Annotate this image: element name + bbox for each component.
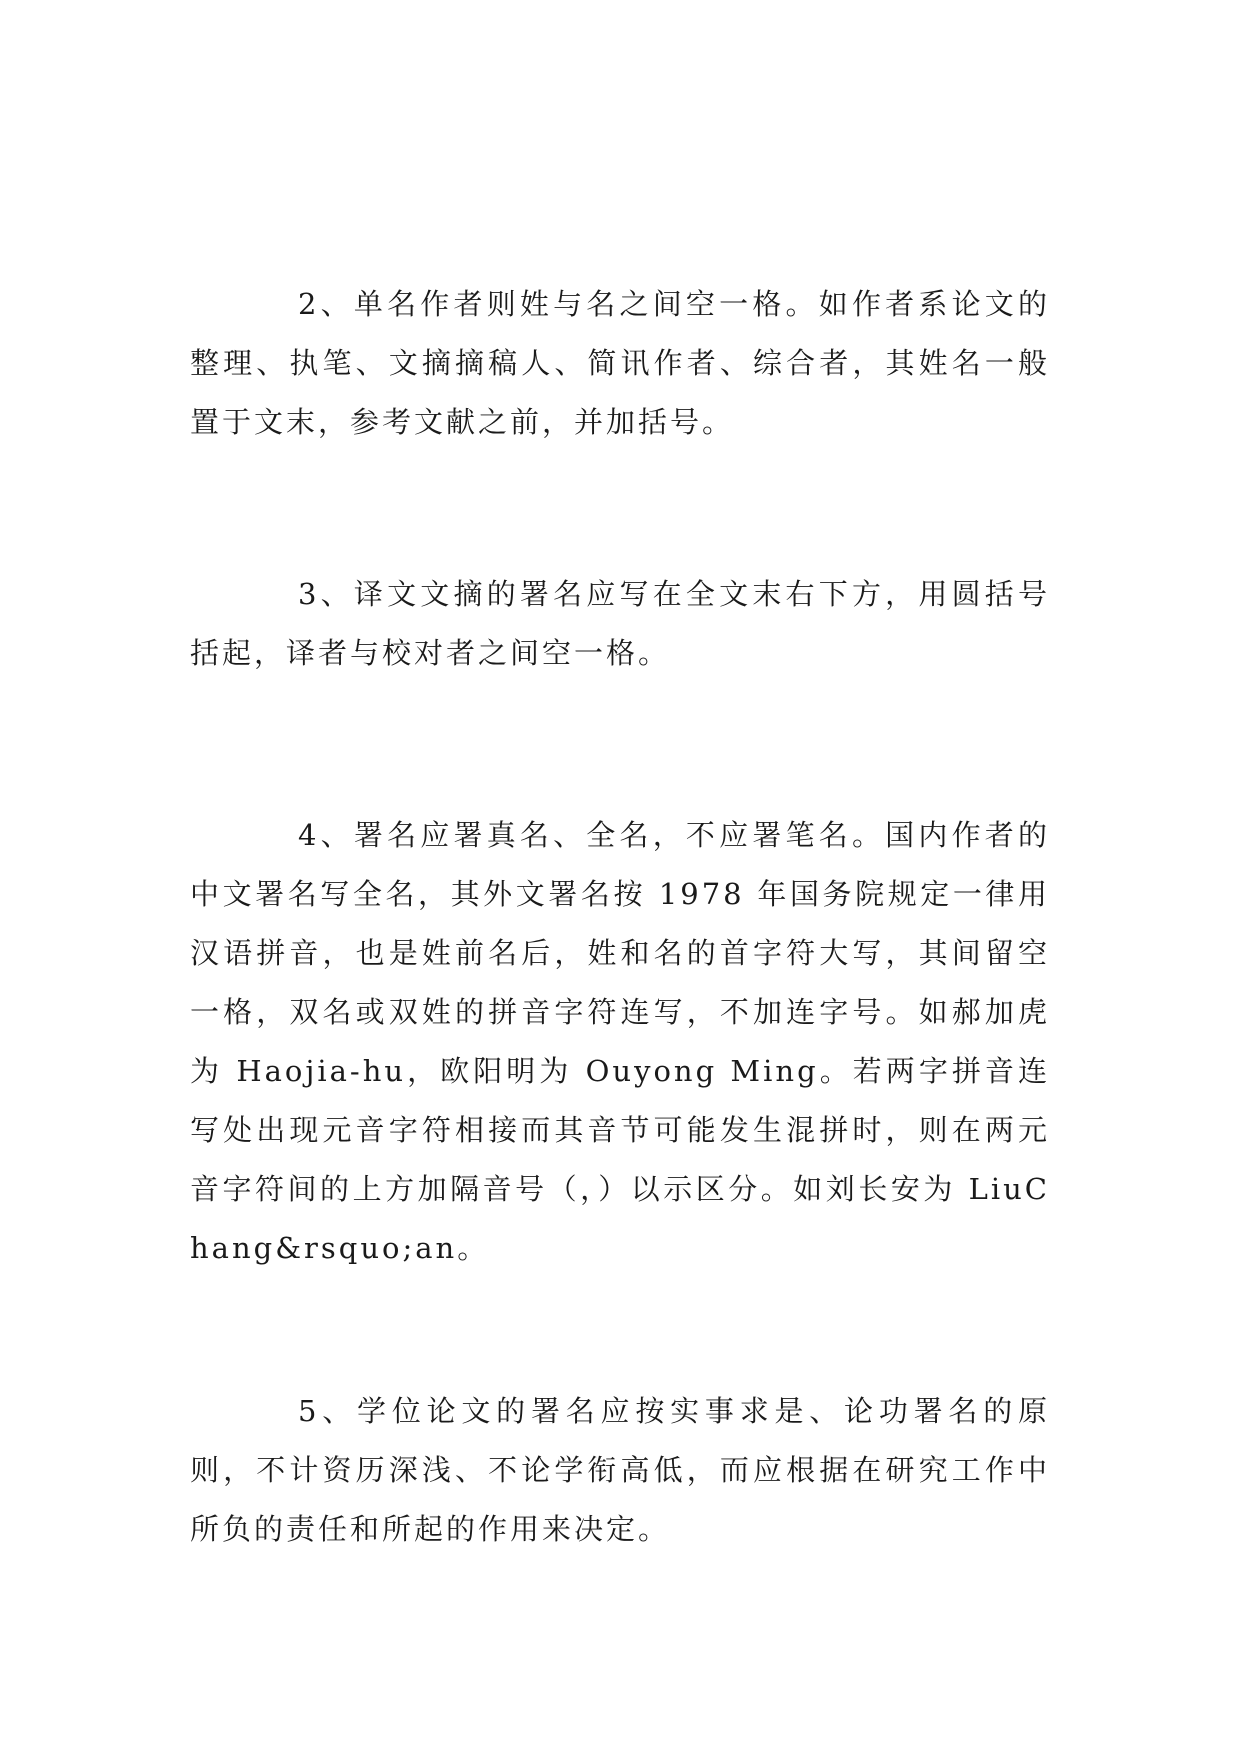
- paragraph-4: 4、署名应署真名、全名，不应署笔名。国内作者的中文署名写全名，其外文署名按 1978 年国务院规定一律用汉语拼音，也是姓前名后，姓和名的首字符大写，其间留空一格，双名或双姓的拼音字符连写，不加连字号。如郝加虎为 Haojia-hu，欧阳明为 Ouyong Ming。若两字拼音连写处出现元音字符相接而其音节可能发生混拼时，则在两元音字符间的上方加隔音号（，）以示区分。如刘长安为 LiuChang&rsquo;an。: [190, 818, 1050, 1265]
- paragraph-2: 2、单名作者则姓与名之间空一格。如作者系论文的整理、执笔、文摘摘稿人、简讯作者、综合者，其姓名一般置于文末，参考文献之前，并加括号。: [190, 287, 1050, 439]
- paragraph-3: 3、译文文摘的署名应写在全文末右下方，用圆括号括起，译者与校对者之间空一格。: [190, 577, 1050, 670]
- paragraph-5: 5、学位论文的署名应按实事求是、论功署名的原则，不计资历深浅、不论学衔高低，而应根据在研究工作中所负的责任和所起的作用来决定。: [190, 1394, 1050, 1546]
